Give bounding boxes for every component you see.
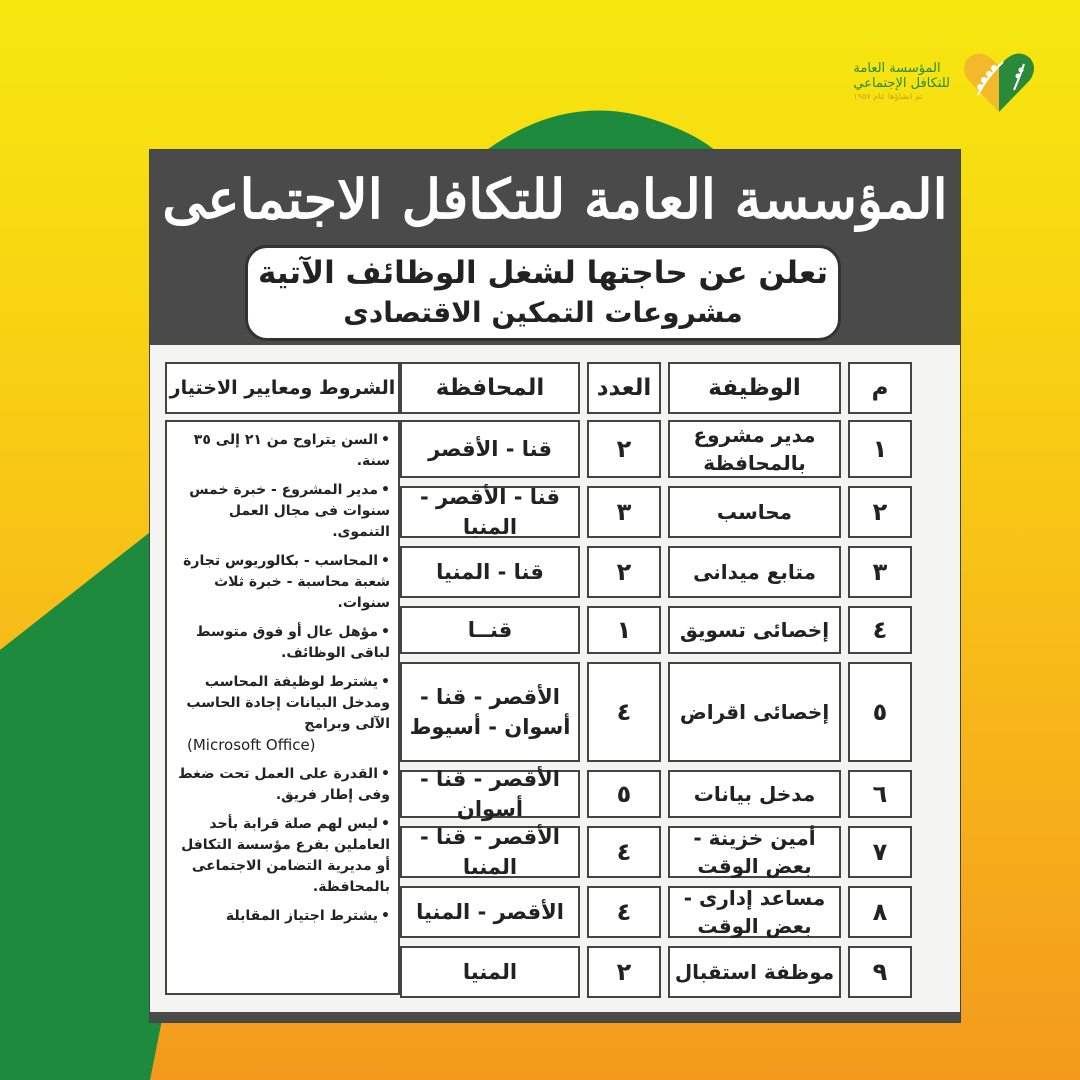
row-job: إخصائى تسويق <box>668 606 841 654</box>
row-num: ١ <box>848 420 912 478</box>
col-header-job: الوظيفة <box>668 362 841 414</box>
row-num: ٢ <box>848 486 912 538</box>
row-count: ١ <box>587 606 661 654</box>
row-gov: الأقصر - قنا - أسوان <box>400 770 580 818</box>
row-count: ٤ <box>587 886 661 938</box>
subtitle-line2: مشروعات التمكين الاقتصادى <box>343 296 743 329</box>
card-footer-bar <box>150 1012 960 1022</box>
condition-item: •مؤهل عال أو فوق متوسط لباقى الوظائف. <box>196 624 390 661</box>
brand-name-line1: المؤسسة العامة <box>853 60 941 76</box>
announcement-card <box>150 150 960 1022</box>
condition-item: •ليس لهم صلة قرابة بأحد العاملين بفرع مؤسسة التكافل أو مديرية التضامن الاجتماعى بالمحافظة. <box>181 816 390 895</box>
subtitle-line1: تعلن عن حاجتها لشغل الوظائف الآتية <box>257 255 829 291</box>
conditions-list <box>165 420 400 995</box>
row-count: ٤ <box>587 826 661 878</box>
col-header-num: م <box>848 362 912 414</box>
row-num: ٥ <box>848 662 912 762</box>
row-num: ٣ <box>848 546 912 598</box>
row-num: ٩ <box>848 946 912 998</box>
wheat-heart-logo-icon <box>958 40 1040 122</box>
col-header-count: العدد <box>587 362 661 414</box>
row-job: مدير مشروع بالمحافظة <box>668 420 841 478</box>
row-job: مدخل بيانات <box>668 770 841 818</box>
col-header-conditions: الشروط ومعايير الاختيار <box>165 362 400 414</box>
row-num: ٨ <box>848 886 912 938</box>
row-count: ٢ <box>587 420 661 478</box>
col-header-gov: المحافظة <box>400 362 580 414</box>
brand-block <box>853 40 1040 122</box>
row-num: ٧ <box>848 826 912 878</box>
row-gov: قنا - الأقصر - المنيا <box>400 486 580 538</box>
row-gov: الأقصر - المنيا <box>400 886 580 938</box>
row-num: ٤ <box>848 606 912 654</box>
brand-founded: تم انشاؤها عام ١٩٥٧ <box>853 91 923 101</box>
condition-item: •القدرة على العمل تحت ضغط وفى إطار فريق. <box>178 766 390 803</box>
row-gov: الأقصر - قنا - المنيا <box>400 826 580 878</box>
row-num: ٦ <box>848 770 912 818</box>
row-job: أمين خزينة - بعض الوقت <box>668 826 841 878</box>
condition-item: •يشترط لوظيفة المحاسب ومدخل البيانات إجادة الحاسب الآلى وبرامج <box>186 674 390 732</box>
condition-item: •يشترط اجتياز المقابلة <box>225 908 390 924</box>
row-gov: المنيا <box>400 946 580 998</box>
card-header <box>150 150 960 345</box>
page-title: المؤسسة العامة للتكافل الاجتماعى <box>162 167 948 231</box>
condition-note-office: (Microsoft Office) <box>187 736 316 754</box>
row-gov: قنا - الأقصر <box>400 420 580 478</box>
row-count: ٥ <box>587 770 661 818</box>
row-job: موظفة استقبال <box>668 946 841 998</box>
brand-name-line2: للتكافل الإجتماعي <box>853 75 950 91</box>
condition-item: •السن يتراوح من ٢١ إلى ٣٥ سنة. <box>193 432 390 469</box>
row-count: ٢ <box>587 546 661 598</box>
row-gov: قنا - المنيا <box>400 546 580 598</box>
condition-item: •المحاسب - بكالوريوس تجارة شعبة محاسبة - خبرة ثلاث سنوات. <box>183 553 390 611</box>
row-job: محاسب <box>668 486 841 538</box>
row-gov: الأقصر - قنا - أسوان - أسيوط <box>400 662 580 762</box>
condition-item: •مدير المشروع - خبرة خمس سنوات فى مجال العمل التنموى. <box>189 482 390 540</box>
row-job: إخصائى اقراض <box>668 662 841 762</box>
subtitle-box <box>245 245 841 341</box>
row-count: ٤ <box>587 662 661 762</box>
row-count: ٢ <box>587 946 661 998</box>
row-count: ٣ <box>587 486 661 538</box>
row-gov: قنــا <box>400 606 580 654</box>
row-job: مساعد إدارى - بعض الوقت <box>668 886 841 938</box>
row-job: متابع ميدانى <box>668 546 841 598</box>
